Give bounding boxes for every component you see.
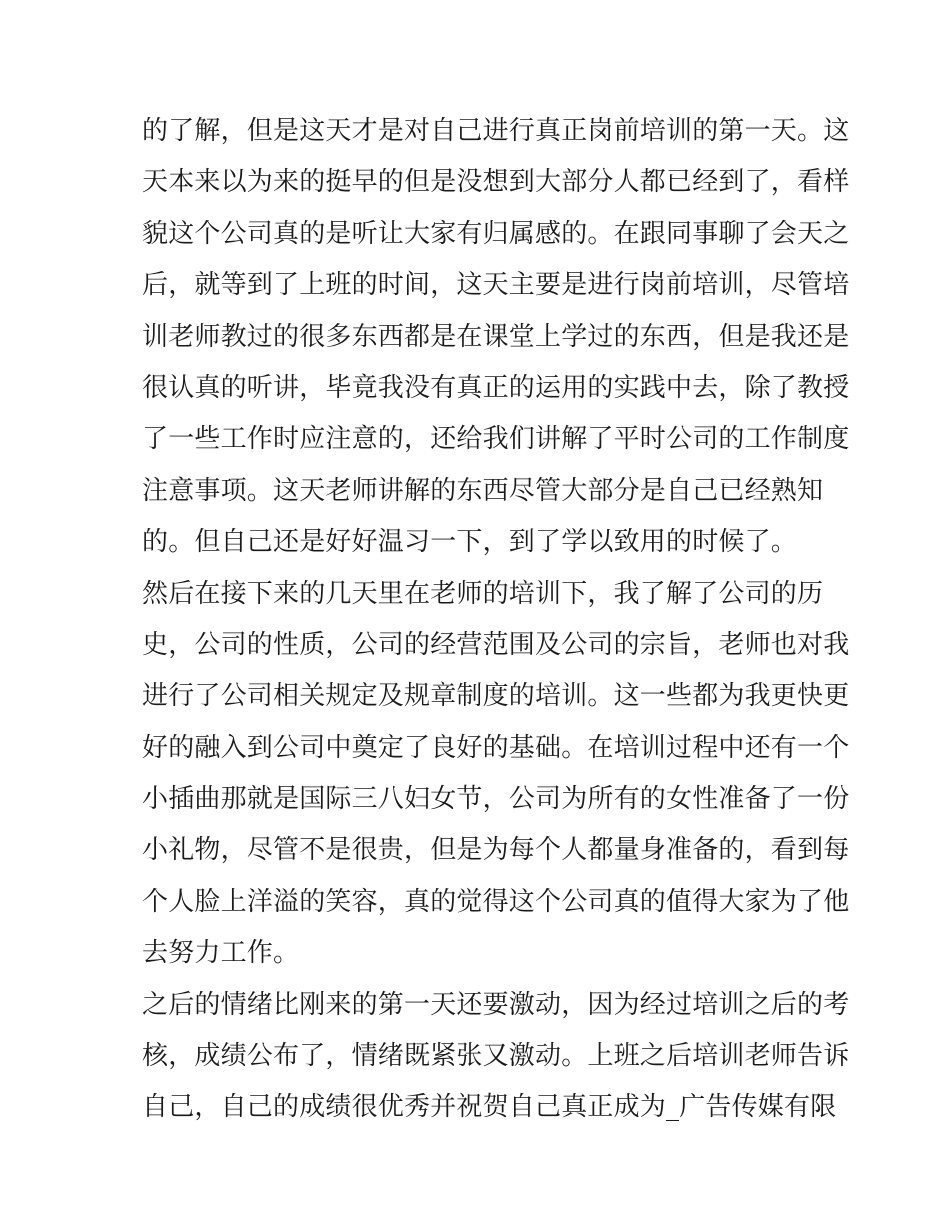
text-line: 小插曲那就是国际三八妇女节，公司为所有的女性准备了一份 <box>142 784 850 815</box>
text-line: 后，就等到了上班的时间，这天主要是进行岗前培训，尽管培 <box>142 270 850 301</box>
text-line: 然后在接下来的几天里在老师的培训下，我了解了公司的历 <box>142 578 824 609</box>
text-line: 核，成绩公布了，情绪既紧张又激动。上班之后培训老师告诉 <box>142 1041 850 1072</box>
text-line: 去努力工作。 <box>142 938 300 969</box>
text-line: 的。但自己还是好好温习一下，到了学以致用的时候了。 <box>142 527 798 558</box>
text-line: 之后的情绪比刚来的第一天还要激动，因为经过培训之后的考 <box>142 989 850 1020</box>
text-line: 天本来以为来的挺早的但是没想到大部分人都已经到了，看样 <box>142 167 850 198</box>
text-line: 史，公司的性质，公司的经营范围及公司的宗旨，老师也对我 <box>142 629 850 660</box>
text-line: 个人脸上洋溢的笑容，真的觉得这个公司真的值得大家为了他 <box>142 886 850 917</box>
text-line: 好的融入到公司中奠定了良好的基础。在培训过程中还有一个 <box>142 732 850 763</box>
text-line: 貌这个公司真的是听让大家有归属感的。在跟同事聊了会天之 <box>142 218 850 249</box>
text-line: 注意事项。这天老师讲解的东西尽管大部分是自己已经熟知 <box>142 475 824 506</box>
text-line: 小礼物，尽管不是很贵，但是为每个人都量身准备的，看到每 <box>142 835 850 866</box>
text-line: 自己，自己的成绩很优秀并祝贺自己真正成为_广告传媒有限 <box>142 1092 837 1123</box>
text-line: 的了解，但是这天才是对自己进行真正岗前培训的第一天。这 <box>142 116 850 146</box>
text-line: 很认真的听讲，毕竟我没有真正的运用的实践中去，除了教授 <box>142 372 850 403</box>
body-text <box>142 106 850 1134</box>
text-line: 了一些工作时应注意的，还给我们讲解了平时公司的工作制度 <box>142 424 850 455</box>
text-line: 训老师教过的很多东西都是在课堂上学过的东西，但是我还是 <box>142 321 850 352</box>
text-line: 进行了公司相关规定及规章制度的培训。这一些都为我更快更 <box>142 681 850 712</box>
